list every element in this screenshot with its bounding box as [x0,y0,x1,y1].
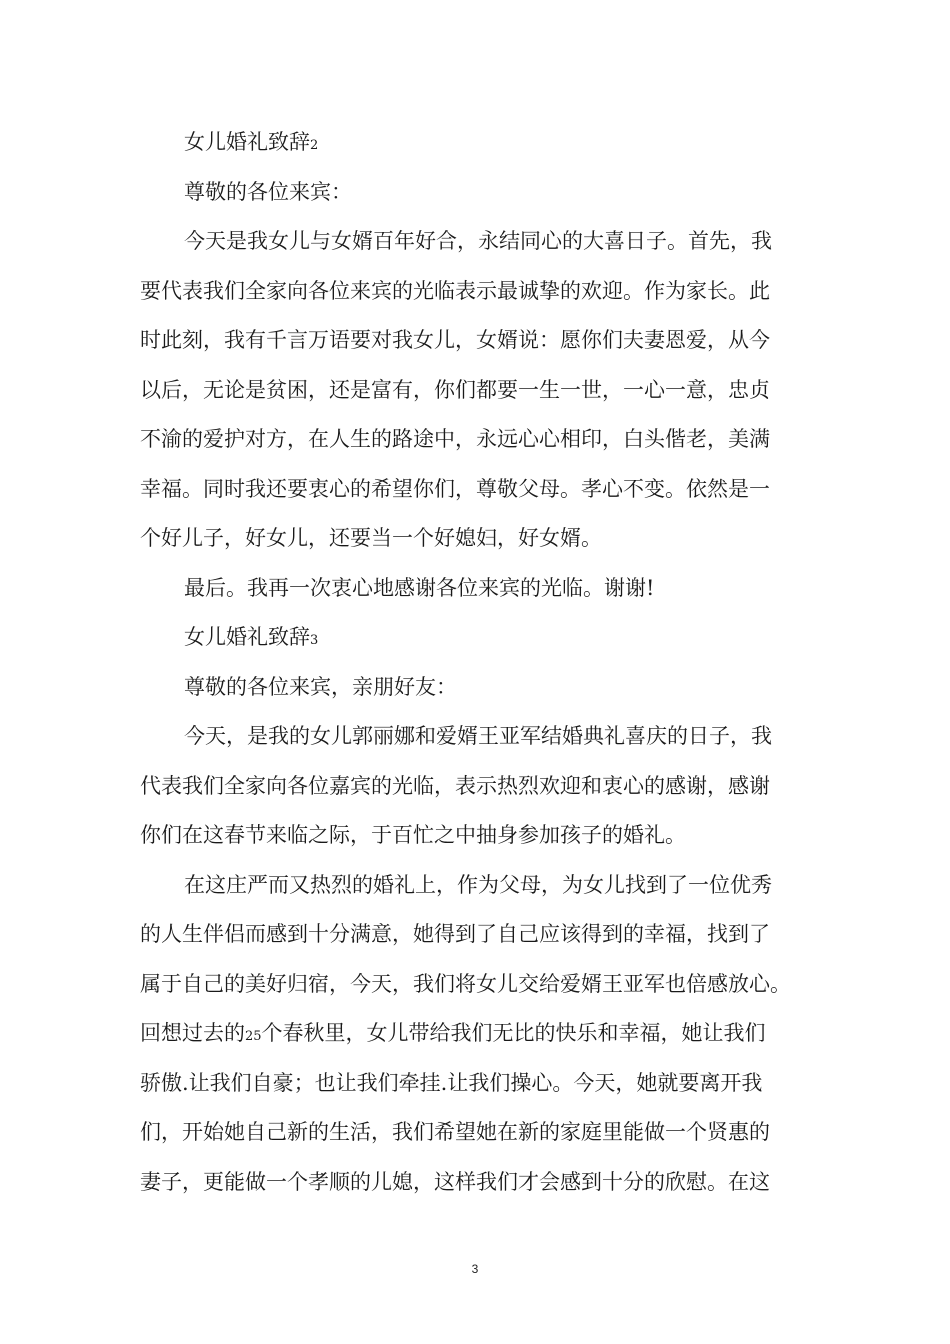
paragraph-line: 要代表我们全家向各位来宾的光临表示最诚挚的欢迎。作为家长。此 [140,278,770,303]
paragraph-line: 妻子，更能做一个孝顺的儿媳，这样我们才会感到十分的欣慰。在这 [140,1169,770,1194]
paragraph-line: 回想过去的25个春秋里，女儿带给我们无比的快乐和幸福，她让我们 [140,1021,766,1045]
paragraph-line: 在这庄严而又热烈的婚礼上，作为父母，为女儿找到了一位优秀 [184,872,772,897]
paragraph-line: 代表我们全家向各位嘉宾的光临，表示热烈欢迎和衷心的感谢，感谢 [140,773,770,798]
page-number: 3 [471,1262,479,1276]
paragraph-line: 时此刻，我有千言万语要对我女儿，女婿说：愿你们夫妻恩爱，从今 [140,328,770,352]
section-2-closing: 最后。我再一次衷心地感谢各位来宾的光临。谢谢! [184,575,655,600]
section-2-number: 2 [310,138,319,153]
paragraph-line: 骄傲.让我们自豪；也让我们牵挂.让我们操心。今天，她就要离开我 [140,1070,763,1095]
section-3-number: 3 [310,633,319,648]
document-body [140,118,820,1207]
section-3-greeting: 尊敬的各位来宾，亲朋好友： [184,674,457,699]
paragraph-line: 不渝的爱护对方，在人生的路途中，永远心心相印，白头偕老，美满 [140,427,770,451]
paragraph-line: 今天，是我的女儿郭丽娜和爱婿王亚军结婚典礼喜庆的日子，我 [184,724,772,748]
paragraph-line: 今天是我女儿与女婿百年好合，永结同心的大喜日子。首先，我 [184,229,772,253]
paragraph-line: 属于自己的美好归宿，今天，我们将女儿交给爱婿王亚军也倍感放心。 [140,971,791,996]
paragraph-line: 幸福。同时我还要衷心的希望你们，尊敬父母。孝心不变。依然是一 [140,476,770,501]
paragraph-line: 的人生伴侣而感到十分满意，她得到了自己应该得到的幸福，找到了 [140,922,770,946]
section-3-title: 女儿婚礼致辞3 [184,625,319,649]
section-2-title: 女儿婚礼致辞2 [184,130,319,154]
paragraph-line: 你们在这春节来临之际，于百忙之中抽身参加孩子的婚礼。 [140,823,686,847]
paragraph-line: 们，开始她自己新的生活，我们希望她在新的家庭里能做一个贤惠的 [140,1120,770,1144]
paragraph-line: 个好儿子，好女儿，还要当一个好媳妇，好女婿。 [140,526,602,550]
years-number: 25 [245,1029,262,1044]
section-2-greeting: 尊敬的各位来宾： [184,179,352,204]
paragraph-line: 以后，无论是贫困，还是富有，你们都要一生一世，一心一意，忠贞 [140,377,770,402]
